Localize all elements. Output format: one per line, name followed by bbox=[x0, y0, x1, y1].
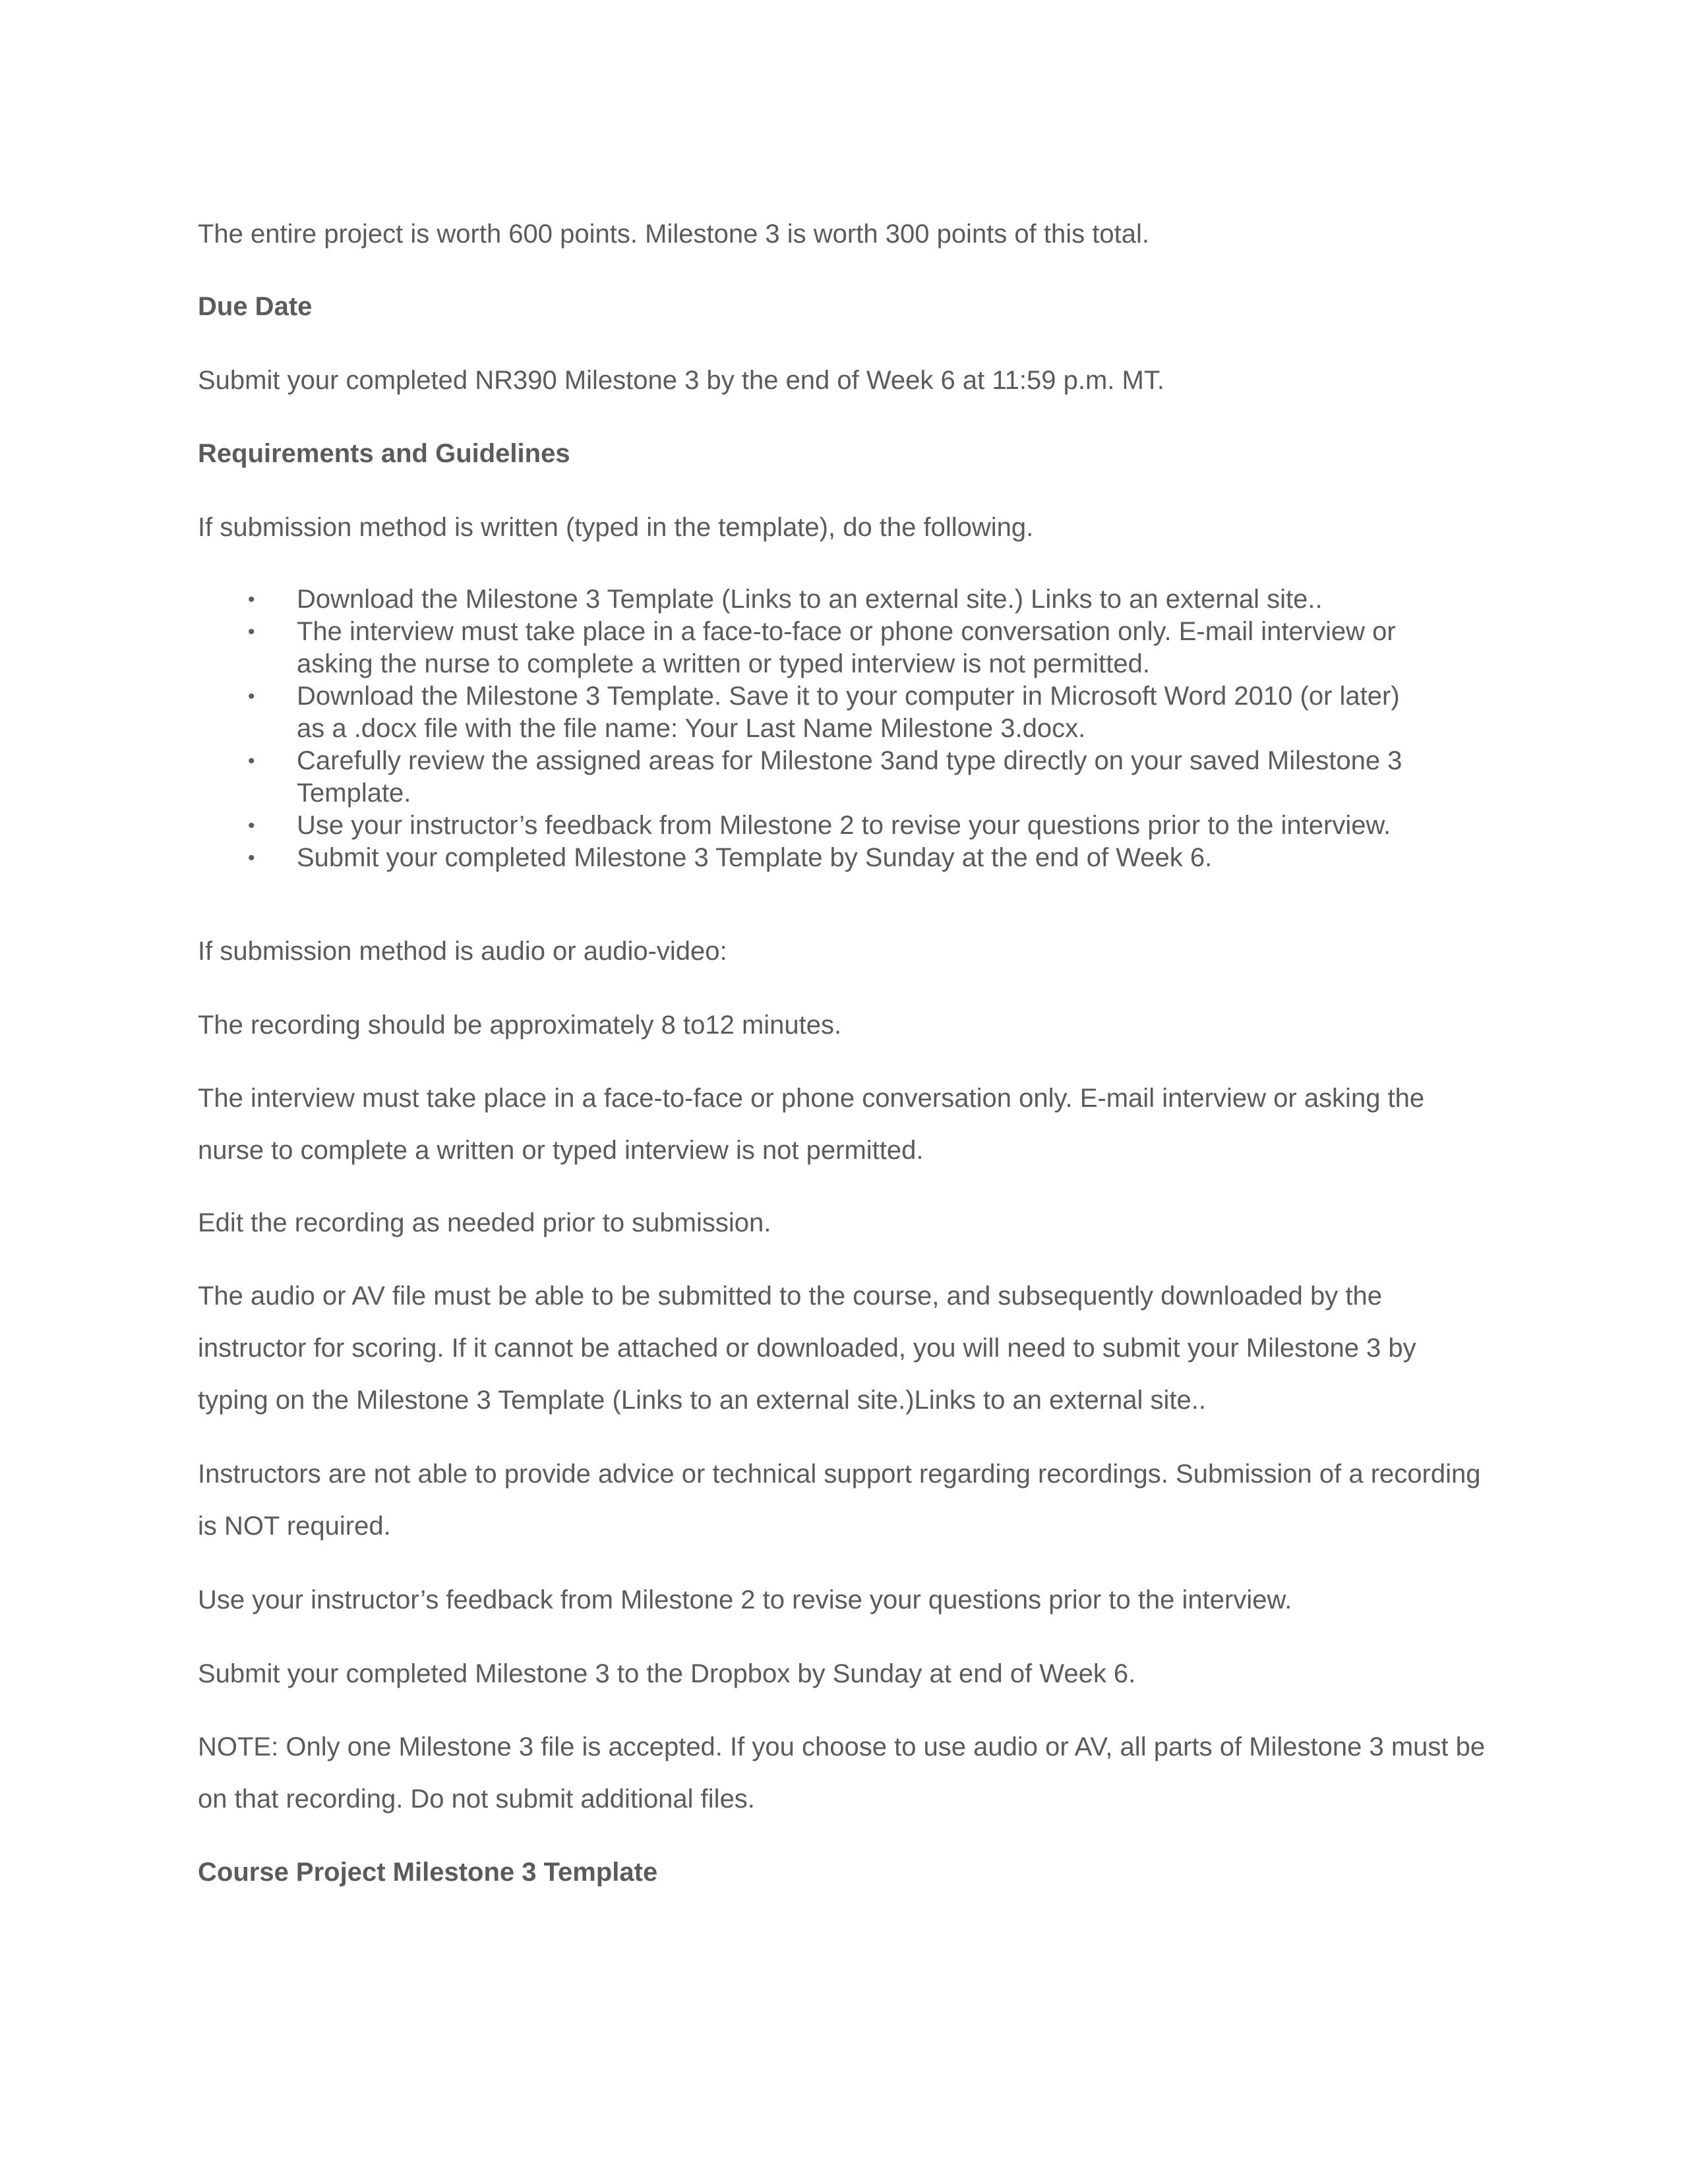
audio-interview: The interview must take place in a face-to-face or phone conversation only. E-mail interview or asking the nurse to complete a written or typed interview is not permitted. bbox=[198, 1084, 1425, 1165]
bullet-icon: • bbox=[248, 686, 255, 707]
written-requirements-list bbox=[198, 583, 1490, 874]
audio-submit: Submit your completed Milestone 3 to the Dropbox by Sunday at end of Week 6. bbox=[198, 1659, 1136, 1688]
list-item: • Use your instructor’s feedback from Milestone 2 to revise your questions prior to the interview. bbox=[198, 810, 1490, 842]
bullet-icon: • bbox=[248, 750, 255, 772]
due-date-text: Submit your completed NR390 Milestone 3 by the end of Week 6 at 11:59 p.m. MT. bbox=[198, 366, 1164, 395]
audio-intro: If submission method is audio or audio-video: bbox=[198, 937, 727, 966]
bullet-icon: • bbox=[248, 815, 255, 837]
list-item: • Download the Milestone 3 Template (Links to an external site.) Links to an external site.. bbox=[198, 583, 1490, 616]
list-item: • Download the Milestone 3 Template. Save it to your computer in Microsoft Word 2010 (or later) as a .docx file with the file name: Your Last Name Milestone 3.docx. bbox=[248, 682, 1400, 743]
audio-file: The audio or AV file must be able to be submitted to the course, and subsequently downloaded by the instructor for scoring. If it cannot be attached or downloaded, you will need to submit your Milestone 3 by typing on the Milestone 3 Template (Links to an external site.)Links to an external site.. bbox=[198, 1282, 1416, 1415]
written-intro: If submission method is written (typed in the template), do the following. bbox=[198, 513, 1034, 542]
bullet-icon: • bbox=[248, 621, 255, 643]
audio-length: The recording should be approximately 8 to12 minutes. bbox=[198, 1011, 842, 1040]
bullet-icon: • bbox=[248, 847, 255, 869]
requirements-heading: Requirements and Guidelines bbox=[198, 439, 570, 468]
audio-feedback: Use your instructor’s feedback from Milestone 2 to revise your questions prior to the interview. bbox=[198, 1585, 1292, 1614]
due-date-heading: Due Date bbox=[198, 292, 313, 321]
bullet-icon: • bbox=[248, 589, 255, 610]
list-item: • Carefully review the assigned areas for Milestone 3and type directly on your saved Milestone 3 Template. bbox=[248, 746, 1402, 808]
list-item: • The interview must take place in a face-to-face or phone conversation only. E-mail interview or asking the nurse to complete a written or typed interview is not permitted. bbox=[248, 617, 1396, 678]
template-heading: Course Project Milestone 3 Template bbox=[198, 1858, 658, 1887]
list-item: • Submit your completed Milestone 3 Template by Sunday at the end of Week 6. bbox=[198, 842, 1490, 874]
audio-note: NOTE: Only one Milestone 3 file is accepted. If you choose to use audio or AV, all parts of Milestone 3 must be on that recording. Do not submit additional files. bbox=[198, 1732, 1486, 1814]
intro-paragraph: The entire project is worth 600 points. Milestone 3 is worth 300 points of this total. bbox=[198, 220, 1149, 249]
audio-support: Instructors are not able to provide advice or technical support regarding recordings. Submission of a recording is NOT required. bbox=[198, 1460, 1481, 1541]
audio-edit: Edit the recording as needed prior to submission. bbox=[198, 1208, 771, 1237]
